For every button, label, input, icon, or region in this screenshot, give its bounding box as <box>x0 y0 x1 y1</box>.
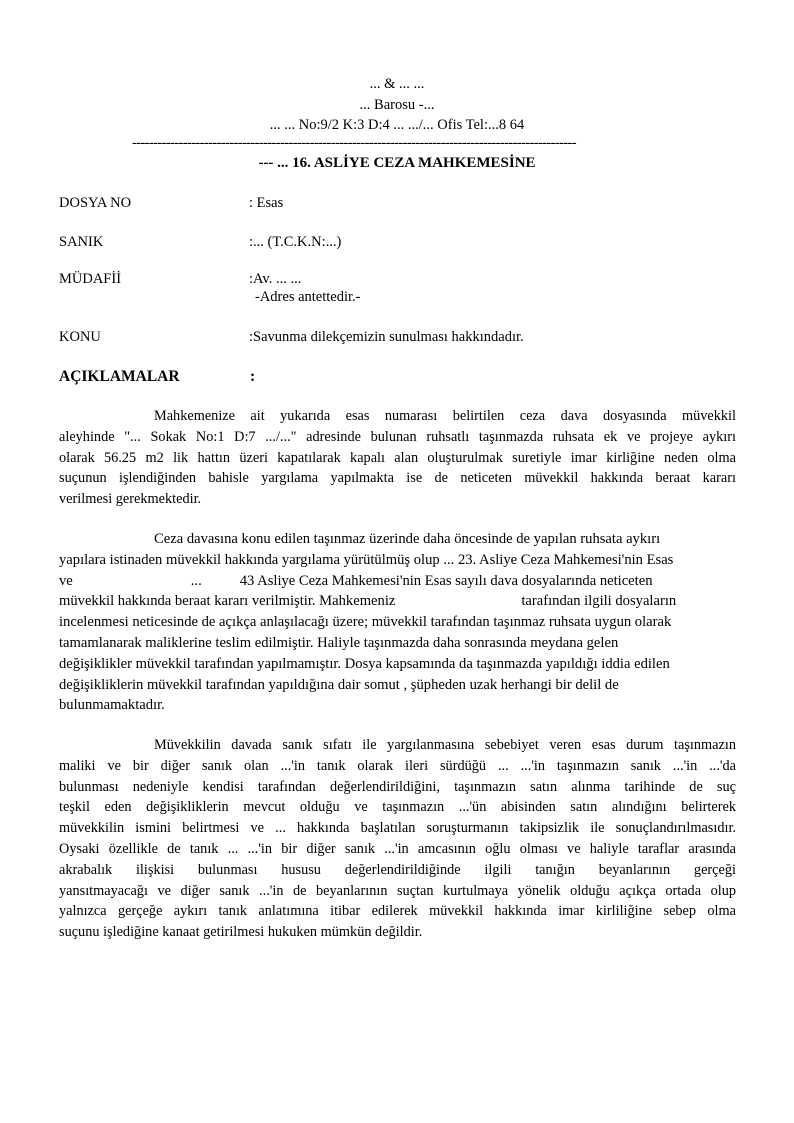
konu-value: :Savunma dilekçemizin sunulması hakkındadır. <box>249 329 524 345</box>
paragraph-3-line: suçunu işlediğine kanaat getirilmesi hukuken mümkün değildir. <box>59 924 423 941</box>
letterhead-separator: --------------------------------------------------------------------------------------------------------- <box>132 135 577 151</box>
paragraph-3-line: Oysaki özellikle de tanık ... ...'in bir diğer sanık ...'in amcasının oğlu olması ve haliyle taraflar arasında <box>59 840 736 857</box>
paragraph-1-line: verilmesi gerekmektedir. <box>59 491 202 508</box>
paragraph-2-line <box>59 591 736 612</box>
paragraph-3-line: akrabalık ilişkisi bulunması hususu değerlendirildiğinde ilgili tanığın beyanlarının gerçeği <box>59 861 736 878</box>
paragraph-2-line: incelenmesi neticesinde de açıkça anlaşılacağı üzere; müvekkil tarafından taşınmaz ruhsata uygun olarak <box>59 614 672 631</box>
paragraph-2-line <box>59 571 736 592</box>
konu-label: KONU <box>59 329 101 345</box>
sanik-label: SANIK <box>59 234 104 250</box>
paragraph-3-line: teşkil eden değişikliklerin mevcut olduğu ve taşınmazın ...'ün abisinden satın alındığını belirterek <box>59 799 736 816</box>
sanik-value: :... (T.C.K.N:...) <box>249 234 342 250</box>
paragraph-3-line: müvekkilin ismini belirtmesi ve ... hakkında başlatılan soruşturmanın takipsizlik ile sonuçlandırılmasıdır. <box>59 820 736 837</box>
paragraph-2-line: değişikliklerin müvekkil tarafından yapıldığına dair somut , şüpheden uzak herhangi bir delil de <box>59 676 619 693</box>
paragraph-1-line: Mahkemenize ait yukarıda esas numarası belirtilen ceza dava dosyasında müvekkil <box>154 408 736 424</box>
aciklamalar-heading: AÇIKLAMALAR <box>59 368 180 385</box>
paragraph-2-text: ve <box>59 572 73 589</box>
letterhead-line-2: ... Barosu -... <box>359 97 435 113</box>
paragraph-2-line: yapılara istinaden müvekkil hakkında yargılama yürütülmüş olup ... 23. Asliye Ceza Mahkemesi'nin Esas <box>59 551 674 568</box>
mudafi-address: -Adres antettedir.- <box>255 289 361 305</box>
paragraph-1-line: suçunun işlendiğinden bahisle yargılama yapılmakta ise de neticeten müvekkil hakkında beraat kararı <box>59 470 736 487</box>
paragraph-1 <box>59 406 736 510</box>
paragraph-3-line: maliki ve bir diğer sanık olan ...'in tanık olarak ileri sürdüğü ... ...'in taşınmazın sanık ...'in ...'da <box>59 757 736 774</box>
paragraph-2-text: müvekkil hakkında beraat kararı verilmiştir. Mahkemeniz <box>59 593 396 610</box>
paragraph-1-line: olarak 56.25 m2 lik hattın üzeri kapatılarak kapalı alan oluşturulmak suretiyle imar kirliğine neden olma <box>59 449 736 466</box>
paragraph-2-line: değişiklikler müvekkil tarafından yapılmamıştır. Dosya kapsamında da taşınmazda yapıldığı iddia edilen <box>59 655 670 672</box>
paragraph-2 <box>59 529 736 716</box>
paragraph-1-line: aleyhinde "... Sokak No:1 D:7 .../..." adresinde bulunan ruhsatlı taşınmazda ruhsata ek ve projeye aykırı <box>59 428 736 445</box>
paragraph-3-line: Müvekkilin davada sanık sıfatı ile yargılanmasına sebebiyet veren esas durum taşınmazın <box>154 737 736 753</box>
mudafi-value: :Av. ... ... <box>249 271 302 287</box>
paragraph-3-line: yalnızca gerçeğe aykırı tanık anlatımına itibar edilerek müvekkil hakkında imar kirliliğine sebep olma <box>59 903 736 920</box>
letterhead-line-1: ... & ... ... <box>369 76 425 92</box>
paragraph-3 <box>59 735 736 943</box>
aciklamalar-colon: : <box>250 368 256 385</box>
paragraph-3-line: yansıtmayacağı ve diğer sanık ...'in de beyanlarının suçtan kurtulmaya yönelik olduğu açıkça ortada olup <box>59 882 736 899</box>
paragraph-2-line: Ceza davasına konu edilen taşınmaz üzerinde daha öncesinde de yapılan ruhsata aykırı <box>154 531 661 547</box>
paragraph-2-line: tamamlanarak maliklerine teslim edilmiştir. Haliyle taşınmazda daha sonrasında meydana gelen <box>59 634 619 651</box>
paragraph-2-text: ... <box>190 572 202 589</box>
paragraph-2-line: bulunmamaktadır. <box>59 697 165 714</box>
dosya-no-value: : Esas <box>249 195 284 211</box>
letterhead-line-3: ... ... No:9/2 K:3 D:4 ... .../... Ofis Tel:...8 64 <box>269 117 525 133</box>
dosya-no-label: DOSYA NO <box>59 195 132 211</box>
mudafi-label: MÜDAFİİ <box>59 271 122 287</box>
paragraph-2-text: tarafından ilgili dosyaların <box>521 593 677 610</box>
paragraph-2-text: 43 Asliye Ceza Mahkemesi'nin Esas sayılı dava dosyalarında neticeten <box>239 572 653 589</box>
court-title: --- ... 16. ASLİYE CEZA MAHKEMESİNE <box>258 155 536 171</box>
paragraph-3-line: bulunması nedeniyle kendisi tarafından değerlendirildiğini, taşınmazın satın alınma tarihinde de suç <box>59 778 736 795</box>
